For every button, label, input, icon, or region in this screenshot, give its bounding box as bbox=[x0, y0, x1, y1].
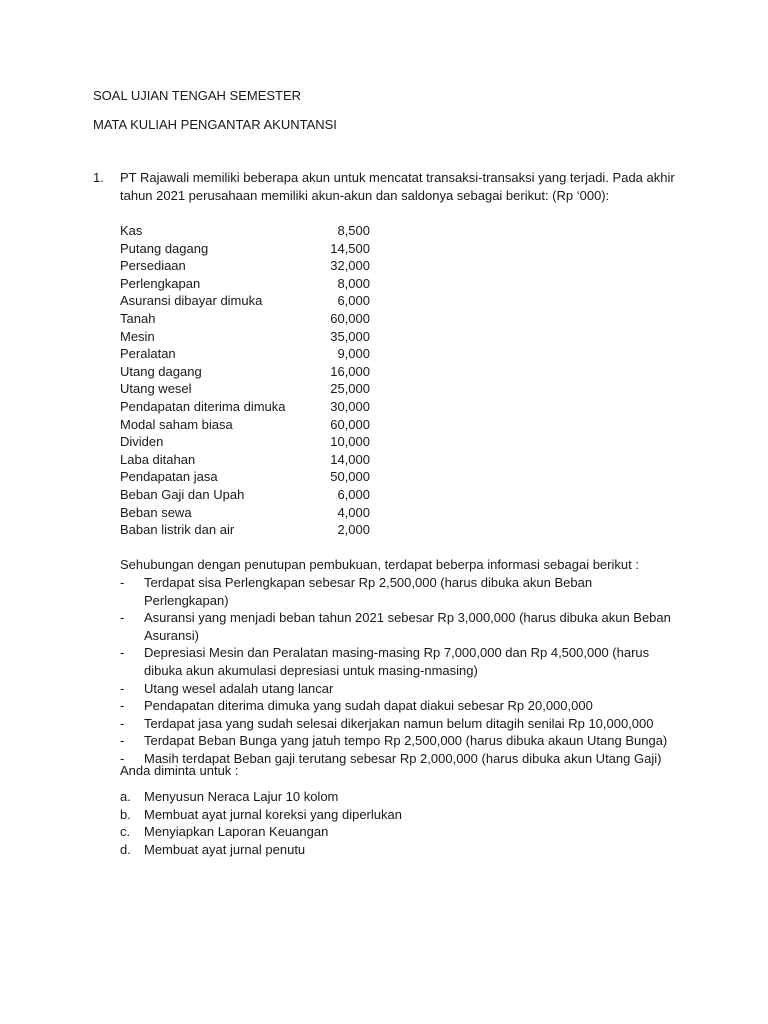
account-row bbox=[120, 363, 370, 381]
task-item bbox=[120, 806, 680, 824]
adjustment-item bbox=[120, 715, 680, 733]
account-row bbox=[120, 398, 370, 416]
account-row bbox=[120, 486, 370, 504]
account-value: 10,000 bbox=[330, 434, 370, 450]
account-name: Dividen bbox=[120, 434, 164, 450]
account-name: Pendapatan diterima dimuka bbox=[120, 398, 286, 414]
adjustment-text: Terdapat sisa Perlengkapan sebesar Rp 2,500,000 (harus dibuka akun Beban Perlengkapan) bbox=[144, 575, 593, 608]
account-name: Perlengkapan bbox=[120, 275, 201, 291]
task-letter: a. bbox=[120, 789, 131, 804]
account-row bbox=[120, 345, 370, 363]
account-name: Putang dagang bbox=[120, 240, 209, 256]
adjustment-item bbox=[120, 732, 680, 750]
task-item bbox=[120, 841, 680, 859]
account-row bbox=[120, 275, 370, 293]
task-text: Membuat ayat jurnal penutu bbox=[144, 841, 306, 857]
task-text: Menyiapkan Laporan Keuangan bbox=[144, 824, 329, 840]
account-row bbox=[120, 328, 370, 346]
account-name: Pendapatan jasa bbox=[120, 469, 218, 485]
account-row bbox=[120, 468, 370, 486]
account-balances bbox=[120, 222, 370, 539]
account-row bbox=[120, 222, 370, 240]
account-name: Peralatan bbox=[120, 346, 176, 362]
adjustment-text: Terdapat Beban Bunga yang jatuh tempo Rp 2,500,000 (harus dibuka akaun Utang Bunga) bbox=[144, 733, 668, 749]
account-name: Baban listrik dan air bbox=[120, 522, 235, 538]
account-value: 60,000 bbox=[330, 310, 370, 326]
adjustment-text: Utang wesel adalah utang lancar bbox=[144, 680, 334, 696]
adjustment-text: Asuransi yang menjadi beban tahun 2021 sebesar Rp 3,000,000 (harus dibuka akun Beban Asuransi) bbox=[144, 610, 671, 643]
account-value: 6,000 bbox=[337, 293, 370, 309]
account-value: 8,500 bbox=[337, 223, 370, 238]
account-value: 2,000 bbox=[337, 522, 370, 538]
account-name: Utang dagang bbox=[120, 363, 202, 379]
task-letter: c. bbox=[120, 824, 131, 840]
account-value: 30,000 bbox=[330, 398, 370, 414]
dash-marker: - bbox=[120, 610, 125, 626]
task-intro: Anda diminta untuk : bbox=[120, 763, 239, 778]
account-row bbox=[120, 257, 370, 275]
account-value: 9,000 bbox=[337, 346, 370, 362]
account-name: Beban Gaji dan Upah bbox=[120, 486, 245, 502]
account-value: 60,000 bbox=[330, 416, 370, 432]
account-name: Modal saham biasa bbox=[120, 416, 233, 432]
dash-marker: - bbox=[120, 680, 125, 696]
adjustment-list bbox=[120, 574, 680, 768]
account-row bbox=[120, 310, 370, 328]
account-row bbox=[120, 240, 370, 258]
task-letter: b. bbox=[120, 806, 131, 822]
account-name: Beban sewa bbox=[120, 504, 192, 520]
adjustment-item bbox=[120, 574, 680, 609]
dash-marker: - bbox=[120, 575, 125, 590]
account-name: Utang wesel bbox=[120, 381, 192, 397]
task-text: Menyusun Neraca Lajur 10 kolom bbox=[144, 789, 339, 804]
account-value: 14,500 bbox=[330, 240, 370, 256]
account-name: Laba ditahan bbox=[120, 451, 196, 467]
dash-marker: - bbox=[120, 698, 125, 714]
adjustment-item bbox=[120, 697, 680, 715]
account-row bbox=[120, 433, 370, 451]
task-item bbox=[120, 823, 680, 841]
dash-marker: - bbox=[120, 733, 125, 749]
adjustment-item bbox=[120, 680, 680, 698]
task-list bbox=[120, 788, 680, 858]
adjustment-item bbox=[120, 609, 680, 644]
question-text: PT Rajawali memiliki beberapa akun untuk mencatat transaksi-transaksi yang terjadi. Pada akhir tahun 2021 perusahaan memiliki akun-akun dan saldonya sebagai berikut: (Rp ‘000): bbox=[120, 170, 675, 203]
adjustment-text: Masih terdapat Beban gaji terutang sebesar Rp 2,000,000 (harus dibuka akun Utang Gaji) bbox=[144, 750, 662, 766]
dash-marker: - bbox=[120, 750, 125, 766]
adjustment-text: Terdapat jasa yang sudah selesai dikerjakan namun belum ditagih senilai Rp 10,000,000 bbox=[144, 715, 654, 731]
account-name: Persediaan bbox=[120, 258, 186, 274]
adjustment-item bbox=[120, 644, 680, 679]
account-name: Kas bbox=[120, 223, 143, 238]
account-row bbox=[120, 292, 370, 310]
account-row bbox=[120, 504, 370, 522]
account-value: 14,000 bbox=[330, 451, 370, 467]
task-item bbox=[120, 788, 680, 806]
dash-marker: - bbox=[120, 645, 125, 661]
adjustment-intro: Sehubungan dengan penutupan pembukuan, terdapat beberpa informasi sebagai berikut : bbox=[120, 557, 639, 572]
course-title: MATA KULIAH PENGANTAR AKUNTANSI bbox=[93, 117, 337, 132]
exam-title: SOAL UJIAN TENGAH SEMESTER bbox=[93, 88, 302, 103]
account-row bbox=[120, 380, 370, 398]
account-value: 25,000 bbox=[330, 381, 370, 397]
account-value: 4,000 bbox=[337, 504, 370, 520]
account-value: 6,000 bbox=[337, 486, 370, 502]
account-value: 32,000 bbox=[330, 258, 370, 274]
account-row bbox=[120, 416, 370, 434]
account-name: Mesin bbox=[120, 328, 155, 344]
account-row bbox=[120, 451, 370, 469]
adjustment-text: Depresiasi Mesin dan Peralatan masing-masing Rp 7,000,000 dan Rp 4,500,000 (harus dibuka akun akumulasi depresiasi untuk masing-nmasing) bbox=[144, 645, 650, 678]
question-number: 1. bbox=[93, 170, 104, 185]
account-name: Asuransi dibayar dimuka bbox=[120, 293, 263, 309]
account-value: 50,000 bbox=[330, 469, 370, 485]
adjustment-text: Pendapatan diterima dimuka yang sudah dapat diakui sebesar Rp 20,000,000 bbox=[144, 698, 593, 714]
account-name: Tanah bbox=[120, 310, 156, 326]
account-value: 8,000 bbox=[337, 275, 370, 291]
task-letter: d. bbox=[120, 841, 131, 857]
account-value: 35,000 bbox=[330, 328, 370, 344]
account-row bbox=[120, 521, 370, 539]
account-value: 16,000 bbox=[330, 363, 370, 379]
dash-marker: - bbox=[120, 715, 125, 731]
task-text: Membuat ayat jurnal koreksi yang diperlukan bbox=[144, 806, 402, 822]
